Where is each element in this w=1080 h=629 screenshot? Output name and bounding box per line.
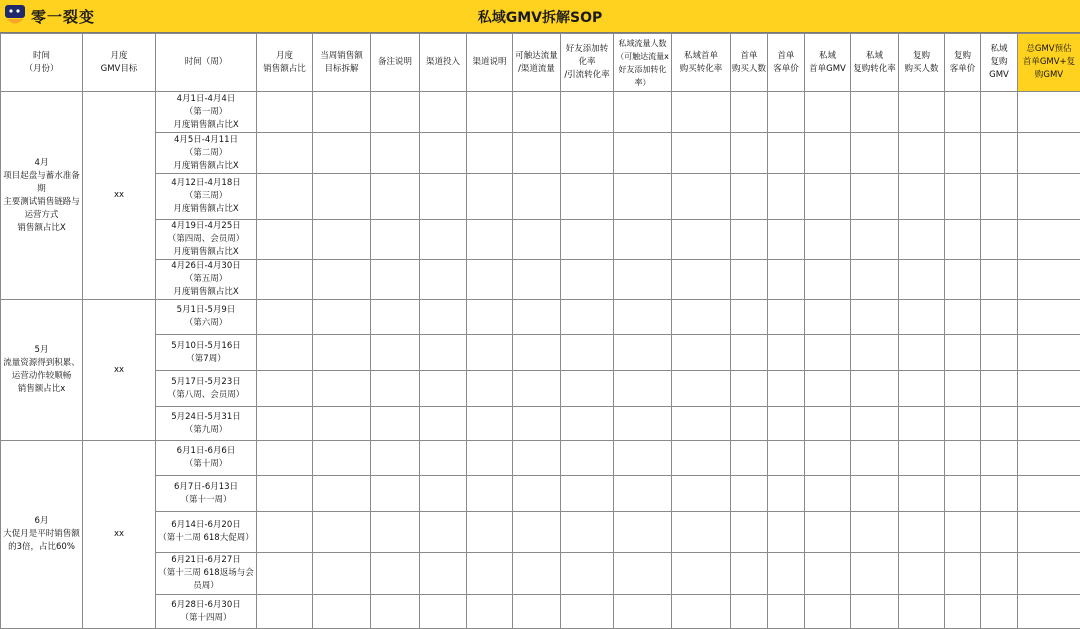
data-cell[interactable]: [313, 595, 371, 629]
data-cell[interactable]: [945, 92, 981, 133]
data-cell[interactable]: [899, 220, 945, 260]
data-cell[interactable]: [981, 476, 1018, 512]
data-cell[interactable]: [561, 92, 614, 133]
data-cell[interactable]: [420, 300, 467, 335]
data-cell[interactable]: [981, 371, 1018, 407]
data-cell[interactable]: [805, 441, 851, 476]
data-cell[interactable]: [614, 407, 672, 441]
data-cell[interactable]: [257, 512, 313, 553]
data-cell[interactable]: [561, 441, 614, 476]
data-cell[interactable]: [257, 595, 313, 629]
data-cell[interactable]: [981, 300, 1018, 335]
week-cell[interactable]: 5月17日-5月23日 （第八周、会员周）: [156, 371, 257, 407]
data-cell[interactable]: [614, 335, 672, 371]
week-cell[interactable]: 6月21日-6月27日 （第十三周 618返场与会员周）: [156, 553, 257, 595]
data-cell[interactable]: [614, 371, 672, 407]
data-cell[interactable]: [1018, 512, 1080, 553]
data-cell[interactable]: [467, 553, 513, 595]
brand-name: 零一裂变: [31, 6, 95, 27]
data-cell[interactable]: [981, 220, 1018, 260]
data-cell[interactable]: [257, 407, 313, 441]
data-cell[interactable]: [672, 174, 731, 220]
data-cell[interactable]: [672, 300, 731, 335]
data-cell[interactable]: [371, 407, 420, 441]
week-cell[interactable]: 6月14日-6月20日 （第十二周 618大促周）: [156, 512, 257, 553]
data-cell[interactable]: [768, 260, 805, 300]
data-cell[interactable]: [513, 335, 561, 371]
data-cell[interactable]: [420, 371, 467, 407]
table-row: [1, 335, 1080, 371]
data-cell[interactable]: [672, 133, 731, 174]
column-header: 私域 复购转化率: [851, 34, 899, 92]
data-cell[interactable]: [420, 476, 467, 512]
data-cell[interactable]: [371, 371, 420, 407]
data-cell[interactable]: [614, 441, 672, 476]
data-cell[interactable]: [257, 371, 313, 407]
data-cell[interactable]: [313, 407, 371, 441]
table-body: [1, 92, 1080, 629]
data-cell[interactable]: [945, 335, 981, 371]
data-cell[interactable]: [945, 595, 981, 629]
data-cell[interactable]: [313, 92, 371, 133]
data-cell[interactable]: [420, 220, 467, 260]
table-row: [1, 174, 1080, 220]
data-cell[interactable]: [257, 441, 313, 476]
data-cell[interactable]: [561, 407, 614, 441]
data-cell[interactable]: [614, 133, 672, 174]
data-cell[interactable]: [899, 300, 945, 335]
table-row: [1, 476, 1080, 512]
data-cell[interactable]: [851, 553, 899, 595]
data-cell[interactable]: [420, 407, 467, 441]
sop-table: [0, 33, 1080, 629]
data-cell[interactable]: [614, 300, 672, 335]
column-header: 时间 （月份）: [1, 34, 83, 92]
data-cell[interactable]: [768, 476, 805, 512]
column-header: 备注说明: [371, 34, 420, 92]
column-header: 好友添加转化率 /引流转化率: [561, 34, 614, 92]
column-header: 当周销售额 目标拆解: [313, 34, 371, 92]
data-cell[interactable]: [805, 595, 851, 629]
table-row: [1, 300, 1080, 335]
data-cell[interactable]: [945, 260, 981, 300]
data-cell[interactable]: [1018, 335, 1080, 371]
gmv-target-cell[interactable]: xx: [83, 92, 156, 300]
data-cell[interactable]: [614, 476, 672, 512]
data-cell[interactable]: [513, 300, 561, 335]
data-cell[interactable]: [371, 300, 420, 335]
data-cell[interactable]: [257, 300, 313, 335]
data-cell[interactable]: [467, 441, 513, 476]
data-cell[interactable]: [981, 133, 1018, 174]
data-cell[interactable]: [1018, 441, 1080, 476]
data-cell[interactable]: [313, 300, 371, 335]
data-cell[interactable]: [899, 92, 945, 133]
column-header: 私域 首单GMV: [805, 34, 851, 92]
table-row: [1, 260, 1080, 300]
data-cell[interactable]: [899, 174, 945, 220]
data-cell[interactable]: [672, 512, 731, 553]
week-cell[interactable]: 6月28日-6月30日 （第十四周）: [156, 595, 257, 629]
data-cell[interactable]: [805, 407, 851, 441]
data-cell[interactable]: [731, 407, 768, 441]
data-cell[interactable]: [561, 553, 614, 595]
data-cell[interactable]: [420, 441, 467, 476]
data-cell[interactable]: [672, 595, 731, 629]
data-cell[interactable]: [945, 133, 981, 174]
column-header: 渠道投入: [420, 34, 467, 92]
data-cell[interactable]: [899, 553, 945, 595]
data-cell[interactable]: [313, 553, 371, 595]
data-cell[interactable]: [851, 92, 899, 133]
column-header: 复购 客单价: [945, 34, 981, 92]
data-cell[interactable]: [731, 595, 768, 629]
data-cell[interactable]: [371, 595, 420, 629]
data-cell[interactable]: [981, 335, 1018, 371]
data-cell[interactable]: [805, 92, 851, 133]
data-cell[interactable]: [899, 133, 945, 174]
week-cell[interactable]: 5月24日-5月31日 （第九周）: [156, 407, 257, 441]
data-cell[interactable]: [371, 441, 420, 476]
data-cell[interactable]: [467, 371, 513, 407]
table-row: [1, 133, 1080, 174]
column-header: 可触达流量 /渠道流量: [513, 34, 561, 92]
table-row: [1, 92, 1080, 133]
data-cell[interactable]: [672, 407, 731, 441]
data-cell[interactable]: [851, 133, 899, 174]
page-title: 私域GMV拆解SOP: [0, 7, 1080, 27]
week-cell[interactable]: 4月19日-4月25日 （第四周、会员周） 月度销售额占比X: [156, 220, 257, 260]
data-cell[interactable]: [513, 260, 561, 300]
data-cell[interactable]: [513, 174, 561, 220]
data-cell[interactable]: [561, 220, 614, 260]
column-header: 渠道说明: [467, 34, 513, 92]
data-cell[interactable]: [513, 512, 561, 553]
data-cell[interactable]: [513, 595, 561, 629]
data-cell[interactable]: [561, 300, 614, 335]
data-cell[interactable]: [420, 553, 467, 595]
data-cell[interactable]: [805, 553, 851, 595]
data-cell[interactable]: [768, 92, 805, 133]
month-cell[interactable]: 6月 大促月是平时销售额的3倍，占比60%: [1, 441, 83, 629]
data-cell[interactable]: [899, 595, 945, 629]
data-cell[interactable]: [513, 476, 561, 512]
data-cell[interactable]: [614, 92, 672, 133]
data-cell[interactable]: [805, 476, 851, 512]
data-cell[interactable]: [768, 220, 805, 260]
data-cell[interactable]: [899, 260, 945, 300]
data-cell[interactable]: [672, 553, 731, 595]
data-cell[interactable]: [672, 260, 731, 300]
week-cell[interactable]: 4月1日-4月4日 （第一周） 月度销售额占比X: [156, 92, 257, 133]
data-cell[interactable]: [945, 407, 981, 441]
data-cell[interactable]: [561, 133, 614, 174]
data-cell[interactable]: [731, 174, 768, 220]
column-header: 私域首单 购买转化率: [672, 34, 731, 92]
week-cell[interactable]: 5月1日-5月9日 （第六周）: [156, 300, 257, 335]
data-cell[interactable]: [1018, 407, 1080, 441]
data-cell[interactable]: [981, 174, 1018, 220]
data-cell[interactable]: [313, 335, 371, 371]
data-cell[interactable]: [313, 512, 371, 553]
data-cell[interactable]: [420, 133, 467, 174]
data-cell[interactable]: [257, 92, 313, 133]
data-cell[interactable]: [731, 92, 768, 133]
data-cell[interactable]: [1018, 174, 1080, 220]
data-cell[interactable]: [467, 300, 513, 335]
data-cell[interactable]: [1018, 92, 1080, 133]
data-cell[interactable]: [420, 174, 467, 220]
table-row: [1, 407, 1080, 441]
table-row: [1, 441, 1080, 476]
data-cell[interactable]: [731, 220, 768, 260]
data-cell[interactable]: [899, 441, 945, 476]
data-cell[interactable]: [257, 553, 313, 595]
data-cell[interactable]: [731, 371, 768, 407]
data-cell[interactable]: [513, 407, 561, 441]
column-header: 复购 购买人数: [899, 34, 945, 92]
week-cell[interactable]: 6月1日-6月6日 （第十周）: [156, 441, 257, 476]
data-cell[interactable]: [561, 335, 614, 371]
data-cell[interactable]: [1018, 595, 1080, 629]
data-cell[interactable]: [371, 133, 420, 174]
table-row: [1, 512, 1080, 553]
data-cell[interactable]: [851, 476, 899, 512]
data-cell[interactable]: [420, 595, 467, 629]
data-cell[interactable]: [981, 407, 1018, 441]
title-bar: [0, 0, 1080, 33]
data-cell[interactable]: [313, 371, 371, 407]
data-cell[interactable]: [467, 335, 513, 371]
data-cell[interactable]: [561, 371, 614, 407]
month-cell[interactable]: 5月 流量资源得到积累、 运营动作较顺畅 销售额占比x: [1, 300, 83, 441]
data-cell[interactable]: [257, 260, 313, 300]
data-cell[interactable]: [313, 220, 371, 260]
data-cell[interactable]: [768, 512, 805, 553]
data-cell[interactable]: [614, 595, 672, 629]
data-cell[interactable]: [561, 260, 614, 300]
column-header: 月度 GMV目标: [83, 34, 156, 92]
column-header: 月度 销售额占比: [257, 34, 313, 92]
data-cell[interactable]: [851, 260, 899, 300]
data-cell[interactable]: [805, 300, 851, 335]
data-cell[interactable]: [805, 512, 851, 553]
week-cell[interactable]: 6月7日-6月13日 （第十一周）: [156, 476, 257, 512]
column-header: 时间（周）: [156, 34, 257, 92]
week-cell[interactable]: 4月12日-4月18日 （第三周） 月度销售额占比X: [156, 174, 257, 220]
table-row: [1, 595, 1080, 629]
data-cell[interactable]: [981, 512, 1018, 553]
column-header: 总GMV预估 首单GMV+复购GMV: [1018, 34, 1080, 92]
data-cell[interactable]: [768, 335, 805, 371]
data-cell[interactable]: [513, 92, 561, 133]
data-cell[interactable]: [313, 260, 371, 300]
data-cell[interactable]: [371, 476, 420, 512]
data-cell[interactable]: [981, 441, 1018, 476]
data-cell[interactable]: [467, 174, 513, 220]
data-cell[interactable]: [257, 133, 313, 174]
week-cell[interactable]: 4月26日-4月30日 （第五周） 月度销售额占比X: [156, 260, 257, 300]
data-cell[interactable]: [731, 260, 768, 300]
data-cell[interactable]: [1018, 220, 1080, 260]
gmv-target-cell[interactable]: xx: [83, 300, 156, 441]
table-row: [1, 553, 1080, 595]
data-cell[interactable]: [614, 220, 672, 260]
data-cell[interactable]: [805, 260, 851, 300]
data-cell[interactable]: [371, 512, 420, 553]
data-cell[interactable]: [1018, 133, 1080, 174]
data-cell[interactable]: [513, 553, 561, 595]
table-row: [1, 371, 1080, 407]
data-cell[interactable]: [851, 174, 899, 220]
data-cell[interactable]: [313, 133, 371, 174]
data-cell[interactable]: [768, 553, 805, 595]
data-cell[interactable]: [981, 553, 1018, 595]
data-cell[interactable]: [945, 476, 981, 512]
data-cell[interactable]: [1018, 553, 1080, 595]
data-cell[interactable]: [945, 174, 981, 220]
data-cell[interactable]: [731, 553, 768, 595]
column-header: 首单 购买人数: [731, 34, 768, 92]
data-cell[interactable]: [731, 335, 768, 371]
data-cell[interactable]: [561, 476, 614, 512]
data-cell[interactable]: [672, 335, 731, 371]
data-cell[interactable]: [313, 476, 371, 512]
data-cell[interactable]: [614, 512, 672, 553]
data-cell[interactable]: [805, 335, 851, 371]
data-cell[interactable]: [851, 371, 899, 407]
data-cell[interactable]: [851, 220, 899, 260]
data-cell[interactable]: [672, 441, 731, 476]
column-header: 私域流量人数 （可触达流量x好友添加转化率）: [614, 34, 672, 92]
data-cell[interactable]: [945, 441, 981, 476]
data-cell[interactable]: [420, 335, 467, 371]
data-cell[interactable]: [731, 300, 768, 335]
data-cell[interactable]: [257, 476, 313, 512]
data-cell[interactable]: [467, 220, 513, 260]
week-cell[interactable]: 4月5日-4月11日 （第二周） 月度销售额占比X: [156, 133, 257, 174]
data-cell[interactable]: [420, 260, 467, 300]
data-cell[interactable]: [731, 441, 768, 476]
data-cell[interactable]: [851, 595, 899, 629]
data-cell[interactable]: [371, 553, 420, 595]
data-cell[interactable]: [614, 174, 672, 220]
data-cell[interactable]: [805, 220, 851, 260]
data-cell[interactable]: [257, 220, 313, 260]
data-cell[interactable]: [467, 476, 513, 512]
data-cell[interactable]: [561, 174, 614, 220]
data-cell[interactable]: [467, 595, 513, 629]
data-cell[interactable]: [731, 476, 768, 512]
data-cell[interactable]: [371, 220, 420, 260]
data-cell[interactable]: [1018, 476, 1080, 512]
data-cell[interactable]: [899, 512, 945, 553]
data-cell[interactable]: [672, 476, 731, 512]
data-cell[interactable]: [731, 133, 768, 174]
data-cell[interactable]: [768, 407, 805, 441]
data-cell[interactable]: [257, 174, 313, 220]
data-cell[interactable]: [420, 512, 467, 553]
data-cell[interactable]: [371, 174, 420, 220]
data-cell[interactable]: [467, 133, 513, 174]
data-cell[interactable]: [561, 595, 614, 629]
data-cell[interactable]: [945, 553, 981, 595]
data-cell[interactable]: [1018, 371, 1080, 407]
data-cell[interactable]: [313, 174, 371, 220]
data-cell[interactable]: [805, 371, 851, 407]
data-cell[interactable]: [371, 335, 420, 371]
data-cell[interactable]: [899, 335, 945, 371]
data-cell[interactable]: [851, 512, 899, 553]
data-cell[interactable]: [1018, 260, 1080, 300]
data-cell[interactable]: [851, 441, 899, 476]
table-row: [1, 220, 1080, 260]
data-cell[interactable]: [513, 133, 561, 174]
data-cell[interactable]: [768, 371, 805, 407]
data-cell[interactable]: [851, 335, 899, 371]
data-cell[interactable]: [371, 92, 420, 133]
data-cell[interactable]: [672, 220, 731, 260]
column-header: 首单 客单价: [768, 34, 805, 92]
column-header: 私域 复购 GMV: [981, 34, 1018, 92]
data-cell[interactable]: [768, 300, 805, 335]
data-cell[interactable]: [561, 512, 614, 553]
data-cell[interactable]: [467, 92, 513, 133]
data-cell[interactable]: [768, 133, 805, 174]
week-cell[interactable]: 5月10日-5月16日 （第7周）: [156, 335, 257, 371]
data-cell[interactable]: [513, 220, 561, 260]
data-cell[interactable]: [614, 553, 672, 595]
data-cell[interactable]: [467, 407, 513, 441]
data-cell[interactable]: [513, 371, 561, 407]
data-cell[interactable]: [945, 220, 981, 260]
data-cell[interactable]: [945, 300, 981, 335]
data-cell[interactable]: [768, 595, 805, 629]
data-cell[interactable]: [805, 174, 851, 220]
data-cell[interactable]: [371, 260, 420, 300]
data-cell[interactable]: [513, 441, 561, 476]
data-cell[interactable]: [945, 371, 981, 407]
data-cell[interactable]: [981, 260, 1018, 300]
data-cell[interactable]: [899, 407, 945, 441]
data-cell[interactable]: [851, 407, 899, 441]
data-cell[interactable]: [467, 260, 513, 300]
data-cell[interactable]: [899, 476, 945, 512]
data-cell[interactable]: [851, 300, 899, 335]
data-cell[interactable]: [768, 174, 805, 220]
data-cell[interactable]: [467, 512, 513, 553]
data-cell[interactable]: [672, 92, 731, 133]
data-cell[interactable]: [945, 512, 981, 553]
data-cell[interactable]: [981, 595, 1018, 629]
data-cell[interactable]: [805, 133, 851, 174]
data-cell[interactable]: [1018, 300, 1080, 335]
data-cell[interactable]: [257, 335, 313, 371]
data-cell[interactable]: [672, 371, 731, 407]
data-cell[interactable]: [614, 260, 672, 300]
gmv-target-cell[interactable]: xx: [83, 441, 156, 629]
data-cell[interactable]: [768, 441, 805, 476]
header-row: [1, 34, 1080, 92]
data-cell[interactable]: [981, 92, 1018, 133]
data-cell[interactable]: [420, 92, 467, 133]
data-cell[interactable]: [313, 441, 371, 476]
data-cell[interactable]: [899, 371, 945, 407]
data-cell[interactable]: [731, 512, 768, 553]
month-cell[interactable]: 4月 项目起盘与蓄水准备期 主要测试销售链路与运营方式 销售额占比X: [1, 92, 83, 300]
